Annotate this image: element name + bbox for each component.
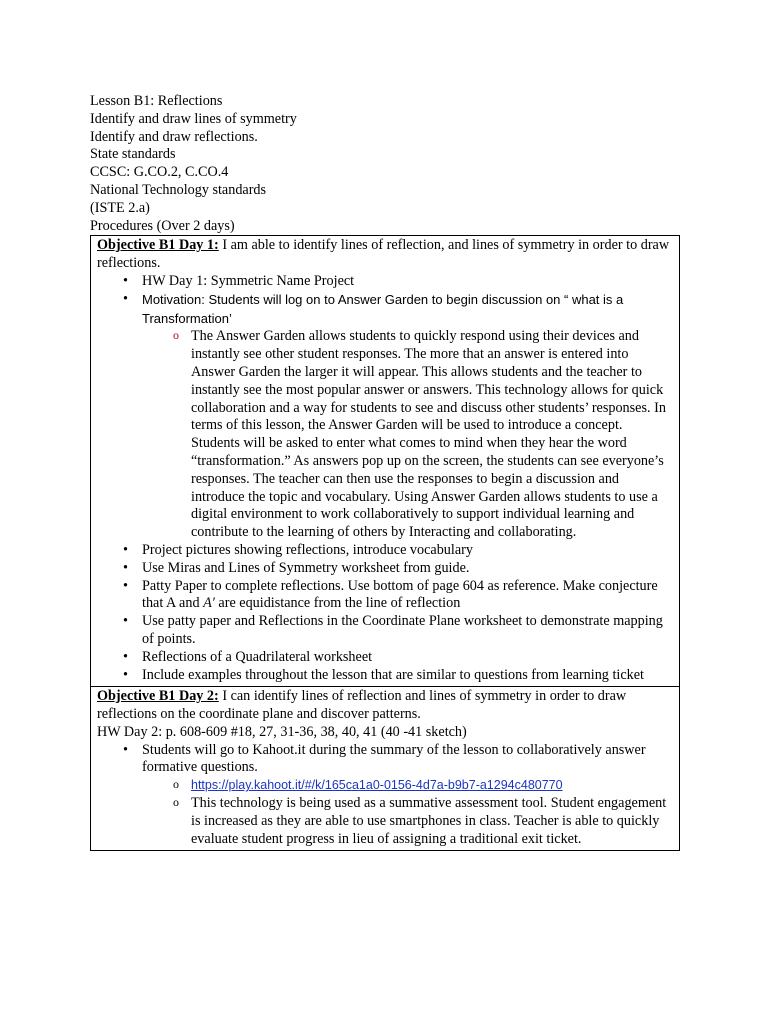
ccsc-standards: CCSC: G.CO.2, C.CO.4 — [90, 164, 229, 181]
day1-patty-text: Patty Paper to complete reflections. Use bottom of page 604 as reference. Make conjecture that A and — [142, 577, 658, 612]
lesson-title: Lesson B1: Reflections — [90, 93, 223, 109]
day2-objective — [97, 688, 673, 724]
day1-item-quadrilateral: Reflections of a Quadrilateral worksheet — [142, 648, 373, 665]
day1-hw: HW Day 1: Symmetric Name Project — [142, 272, 355, 289]
list-item — [97, 795, 673, 848]
list-item — [97, 328, 673, 542]
tech-standards-label: National Technology standards — [90, 181, 267, 198]
iste-standard: (ISTE 2.a) — [90, 199, 150, 216]
a-prime-symbol: A′ — [203, 595, 215, 612]
list-item — [97, 578, 673, 614]
list-item — [97, 613, 673, 649]
state-standards-label: State standards — [90, 146, 176, 163]
kahoot-sublist — [142, 777, 673, 848]
list-item — [97, 560, 673, 578]
objective-symmetry: Identify and draw lines of symmetry — [90, 110, 297, 127]
lesson-header — [90, 93, 680, 235]
day1-objective — [97, 237, 673, 273]
day2-title: Objective B1 Day 2: — [97, 688, 219, 705]
answer-garden-description: The Answer Garden allows students to quickly respond using their devices and instantly see other student responses. The more that an answer is entered into Answer Garden the larger it will appear. This allows students and the teacher to instantly see the most popular answer or answers. This technology allows for quick collaboration and a way for students to see and discuss other students’ responses. In terms of this lesson, the Answer Garden will be used to introduce a concept. Students will be asked to enter what comes to mind when they hear the word “transformation.” As answers pop up on the screen, the students can see everyone’s responses. The teacher can then use the responses to begin a discussion and introduce the topic and vocabulary. Using Answer Garden allows students to use a digital environment to work collaboratively to support individual learning and contribute to the learning of others by Interacting and collaborating. — [191, 328, 666, 541]
list-item — [97, 649, 673, 667]
list-item — [97, 273, 673, 291]
document-page — [90, 93, 680, 851]
list-item — [97, 777, 673, 795]
day1-box — [90, 235, 680, 687]
list-item — [97, 742, 673, 849]
day1-motivation: Motivation: Students will log on to Answer Garden to begin discussion on “ what is a Transformation’ — [142, 291, 624, 326]
day1-item-examples: Include examples throughout the lesson that are similar to questions from learning ticket — [142, 666, 644, 683]
day2-objective-text: I can identify lines of reflection and lines of symmetry in order to draw reflections on the coordinate plane and discover patterns. — [97, 688, 627, 723]
procedures-label: Procedures (Over 2 days) — [90, 217, 235, 234]
answer-garden-sublist — [142, 328, 673, 542]
day1-title: Objective B1 Day 1: — [97, 237, 219, 254]
day1-item-coordinate: Use patty paper and Reflections in the Coordinate Plane worksheet to demonstrate mapping of points. — [142, 613, 663, 647]
day2-box — [90, 687, 680, 851]
day1-objective-text: I am able to identify lines of reflection, and lines of symmetry in order to draw reflections. — [97, 237, 670, 272]
day2-kahoot: Students will go to Kahoot.it during the summary of the lesson to collaboratively answer formative questions. — [142, 741, 646, 776]
list-item — [97, 667, 673, 685]
day1-patty-text-end: are equidistance from the line of reflection — [214, 595, 461, 612]
day2-hw: HW Day 2: p. 608-609 #18, 27, 31-36, 38, 40, 41 (40 -41 sketch) — [97, 723, 467, 740]
list-item — [97, 542, 673, 560]
kahoot-link[interactable]: https://play.kahoot.it/#/k/165ca1a0-0156-4d7a-b9b7-a1294c480770 — [191, 778, 563, 793]
day2-summative: This technology is being used as a summative assessment tool. Student engagement is increased as they are able to use smartphones in class. Teacher is able to quickly evaluate student progress in lieu of assigning a traditional exit ticket. — [191, 795, 667, 847]
day1-item-pictures: Project pictures showing reflections, introduce vocabulary — [142, 541, 473, 558]
objective-reflections: Identify and draw reflections. — [90, 128, 258, 145]
day1-list — [97, 273, 673, 684]
day1-item-miras: Use Miras and Lines of Symmetry worksheet from guide. — [142, 559, 470, 576]
list-item — [97, 291, 673, 542]
day2-list — [97, 742, 673, 849]
